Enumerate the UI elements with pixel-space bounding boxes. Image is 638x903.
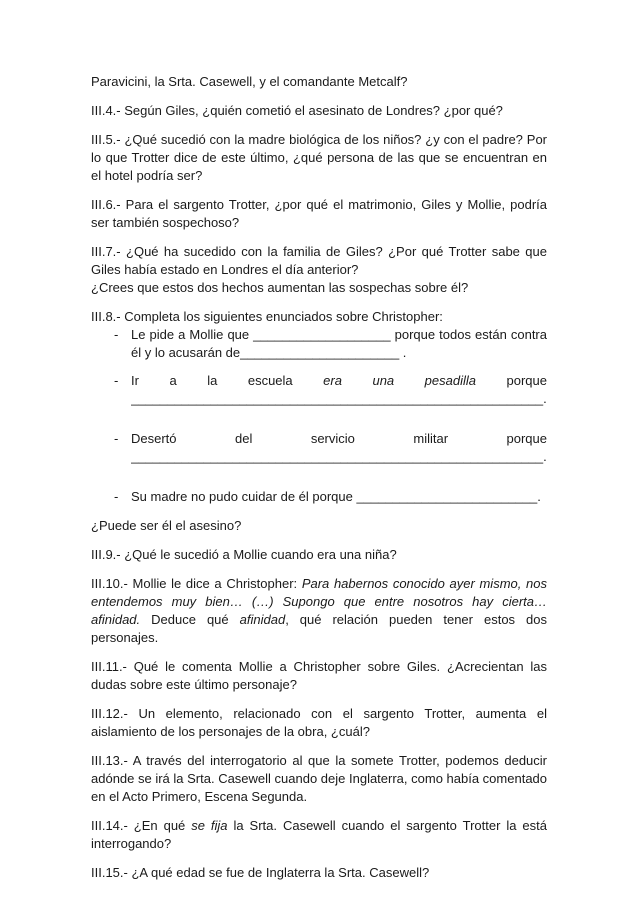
question-III-7 — [91, 243, 547, 297]
question-III-13: III.13.- A través del interrogatorio al que la somete Trotter, podemos deducir adónde se irá la Srta. Casewell cuando deje Inglaterra, como había comentado en el Acto Primero, Escena Segunda. — [91, 753, 548, 804]
question-III-14-pre: III.14.- ¿En qué — [91, 818, 192, 833]
list-item-text-pre: Ir a la escuela — [131, 373, 324, 388]
list-item-line: Desertó del servicio militar porque — [131, 431, 547, 446]
list-item-text-italic: era una pesadilla — [323, 373, 476, 388]
question-III-14-post: la Srta. Casewell cuando el sargento Trotter la está interrogando? — [91, 818, 547, 851]
question-III-15: III.15.- ¿A qué edad se fue de Inglaterra la Srta. Casewell? — [91, 865, 430, 880]
list-dash: - — [114, 489, 119, 504]
question-III-8: III.8.- Completa los siguientes enunciados sobre Christopher: — [91, 309, 443, 324]
list-item-text: Le pide a Mollie que ___________________ porque todos están contra él y lo acusarán de______________________ . — [131, 327, 547, 360]
list-item-text: Su madre no pudo cuidar de él porque _________________________. — [131, 489, 541, 504]
question-III-12: III.12.- Un elemento, relacionado con el sargento Trotter, aumenta el aislamiento de los personajes de la obra, ¿cuál? — [91, 706, 547, 739]
answer-blank: _________________________________________________________. — [131, 391, 547, 406]
document-body — [91, 73, 547, 893]
question-III-14-italic: se fija — [191, 818, 228, 833]
question-III-10-pre: III.10.- Mollie le dice a Christopher: — [91, 576, 302, 591]
question-III-7-text: III.7.- ¿Qué ha sucedido con la familia de Giles? ¿Por qué Trotter sabe que Giles había estado en Londres el día anterior? — [91, 244, 547, 277]
question-III-10-term: afinidad — [239, 612, 286, 627]
question-III-8-followup: ¿Puede ser él el asesino? — [91, 518, 242, 533]
question-III-10 — [91, 575, 547, 647]
list-item — [91, 372, 547, 408]
question-III-7-followup: ¿Crees que estos dos hechos aumentan las sospechas sobre él? — [91, 280, 469, 295]
question-III-6: III.6.- Para el sargento Trotter, ¿por qué el matrimonio, Giles y Mollie, podría ser también sospechoso? — [91, 197, 547, 230]
list-dash: - — [114, 373, 119, 388]
answer-blank: _________________________________________________________. — [131, 449, 547, 464]
list-dash: - — [114, 327, 119, 342]
question-III-14 — [91, 817, 547, 853]
question-III-10-mid: Deduce qué — [140, 612, 240, 627]
list-item-text-post: porque — [476, 373, 547, 388]
list-item — [91, 488, 547, 506]
list-dash: - — [114, 431, 119, 446]
question-III-5: III.5.- ¿Qué sucedió con la madre biológica de los niños? ¿y con el padre? Por lo que Trotter dice de este último, ¿qué persona de las que se encuentran en el hotel podría ser? — [91, 132, 547, 183]
list-item — [91, 326, 547, 362]
question-III-9: III.9.- ¿Qué le sucedió a Mollie cuando era una niña? — [91, 547, 397, 562]
paragraph-intro: Paravicini, la Srta. Casewell, y el comandante Metcalf? — [91, 74, 408, 89]
question-III-8-list — [91, 326, 547, 506]
question-III-10-post: , qué relación pueden tener estos dos personajes. — [91, 612, 547, 645]
question-III-4: III.4.- Según Giles, ¿quién cometió el asesinato de Londres? ¿por qué? — [91, 103, 503, 118]
question-III-10-quote: Para habernos conocido ayer mismo, nos entendemos muy bien… (…) Supongo que entre nosotros hay cierta… afinidad. — [91, 576, 547, 627]
question-III-11: III.11.- Qué le comenta Mollie a Christopher sobre Giles. ¿Acrecientan las dudas sobre este último personaje? — [91, 659, 547, 692]
list-item — [91, 430, 547, 466]
list-item-line — [131, 372, 547, 390]
